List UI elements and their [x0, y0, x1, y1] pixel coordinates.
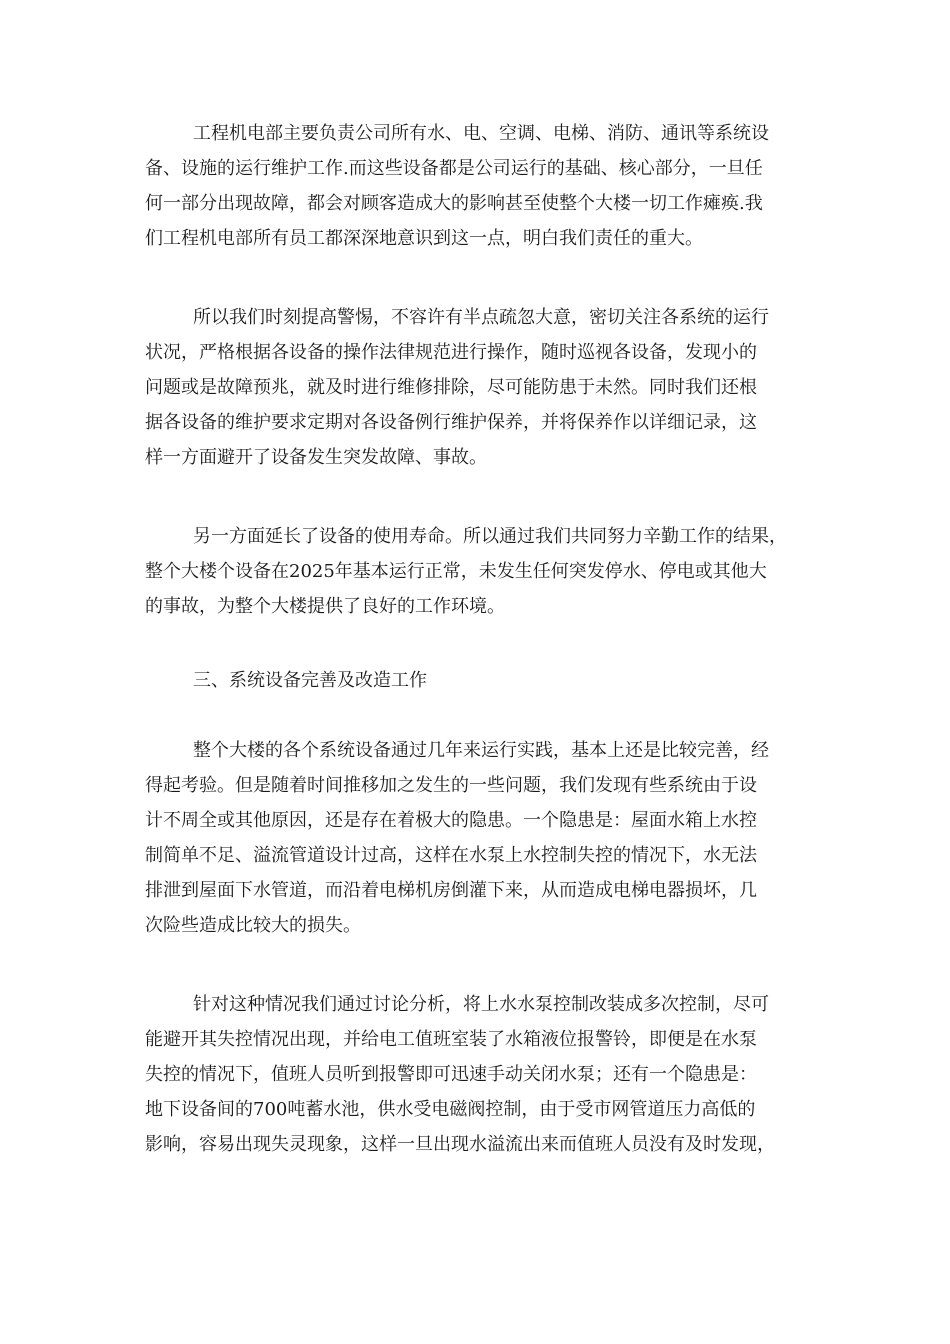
- paragraph-6-line-5: 影响，容易出现失灵现象，这样一旦出现水溢流出来而值班人员没有及时发现，: [145, 1134, 775, 1155]
- paragraph-1-line-1: 工程机电部主要负责公司所有水、电、空调、电梯、消防、通讯等系统设: [193, 123, 769, 144]
- paragraph-2-line-4: 据各设备的维护要求定期对各设备例行维护保养，并将保养作以详细记录，这: [145, 412, 757, 433]
- paragraph-1-line-3: 何一部分出现故障，都会对顾客造成大的影响甚至使整个大楼一切工作瘫痪.我: [145, 193, 763, 214]
- paragraph-5-line-2: 得起考验。但是随着时间推移加之发生的一些问题，我们发现有些系统由于设: [145, 775, 757, 796]
- paragraph-5-line-4: 制简单不足、溢流管道设计过高，这样在水泵上水控制失控的情况下，水无法: [145, 845, 757, 866]
- paragraph-6-line-3: 失控的情况下，值班人员听到报警即可迅速手动关闭水泵；还有一个隐患是：: [145, 1064, 757, 1085]
- paragraph-6-line-4: 地下设备间的700吨蓄水池，供水受电磁阀控制，由于受市网管道压力高低的: [145, 1099, 756, 1120]
- paragraph-2-line-3: 问题或是故障预兆，就及时进行维修排除，尽可能防患于未然。同时我们还根: [145, 377, 757, 398]
- paragraph-5-line-6: 次险些造成比较大的损失。: [145, 915, 361, 936]
- paragraph-1-line-4: 们工程机电部所有员工都深深地意识到这一点，明白我们责任的重大。: [145, 228, 703, 249]
- paragraph-2-line-1: 所以我们时刻提高警惕，不容许有半点疏忽大意，密切关注各系统的运行: [193, 307, 769, 328]
- paragraph-3-line-2: 整个大楼个设备在2025年基本运行正常，未发生任何突发停水、停电或其他大: [145, 561, 767, 582]
- paragraph-2-line-5: 样一方面避开了设备发生突发故障、事故。: [145, 447, 487, 468]
- paragraph-5-line-1: 整个大楼的各个系统设备通过几年来运行实践，基本上还是比较完善，经: [193, 740, 769, 761]
- paragraph-3-line-1: 另一方面延长了设备的使用寿命。所以通过我们共同努力辛勤工作的结果，: [193, 526, 787, 547]
- section-heading: 三、系统设备完善及改造工作: [193, 670, 427, 691]
- paragraph-6-line-2: 能避开其失控情况出现，并给电工值班室装了水箱液位报警铃，即便是在水泵: [145, 1029, 757, 1050]
- paragraph-2-line-2: 状况，严格根据各设备的操作法律规范进行操作，随时巡视各设备，发现小的: [145, 342, 757, 363]
- paragraph-6-line-1: 针对这种情况我们通过讨论分析，将上水水泵控制改装成多次控制，尽可: [193, 994, 769, 1015]
- paragraph-5-line-3: 计不周全或其他原因，还是存在着极大的隐患。一个隐患是：屋面水箱上水控: [145, 810, 757, 831]
- paragraph-5-line-5: 排泄到屋面下水管道，而沿着电梯机房倒灌下来，从而造成电梯电器损坏，几: [145, 880, 757, 901]
- paragraph-3-line-3: 的事故，为整个大楼提供了良好的工作环境。: [145, 596, 505, 617]
- paragraph-1-line-2: 备、设施的运行维护工作.而这些设备都是公司运行的基础、核心部分，一旦任: [145, 158, 763, 179]
